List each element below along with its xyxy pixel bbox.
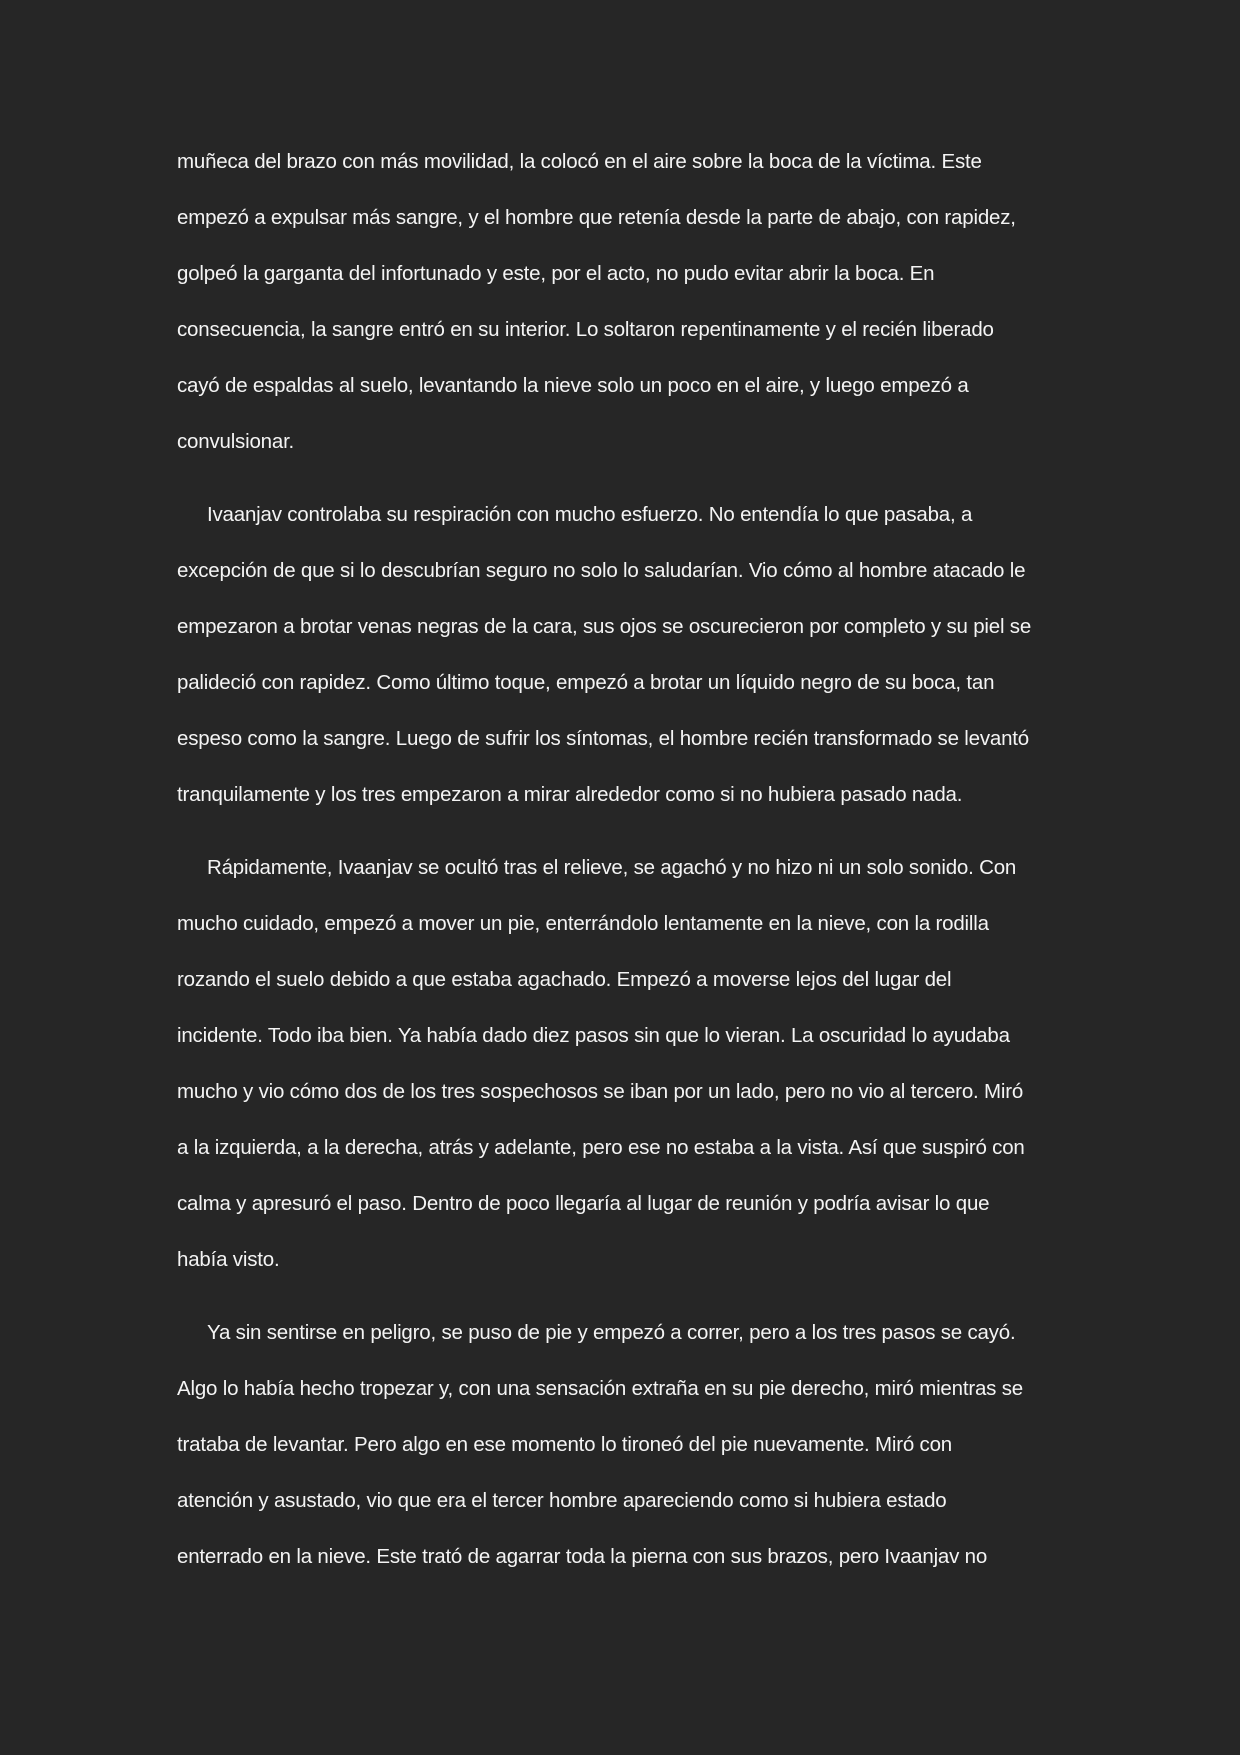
text-line: rozando el suelo debido a que estaba agachado. Empezó a moverse lejos del lugar del	[177, 968, 952, 991]
text-line: excepción de que si lo descubrían seguro no solo lo saludarían. Vio cómo al hombre atacado le	[177, 559, 1026, 582]
text-line: enterrado en la nieve. Este trató de agarrar toda la pierna con sus brazos, pero Ivaanjav no	[177, 1545, 988, 1568]
text-line: mucho y vio cómo dos de los tres sospechosos se iban por un lado, pero no vio al tercero. Miró	[177, 1080, 1024, 1103]
text-line: muñeca del brazo con más movilidad, la colocó en el aire sobre la boca de la víctima. Este	[177, 150, 982, 173]
text-line: Rápidamente, Ivaanjav se ocultó tras el relieve, se agachó y no hizo ni un solo sonido. Con	[207, 856, 1017, 879]
text-line: consecuencia, la sangre entró en su interior. Lo soltaron repentinamente y el recién liberado	[177, 318, 994, 341]
text-line: cayó de espaldas al suelo, levantando la nieve solo un poco en el aire, y luego empezó a	[177, 374, 969, 397]
text-line: empezaron a brotar venas negras de la cara, sus ojos se oscurecieron por completo y su piel se	[177, 615, 1032, 638]
text-line: había visto.	[177, 1248, 280, 1271]
text-line: golpeó la garganta del infortunado y este, por el acto, no pudo evitar abrir la boca. En	[177, 262, 935, 285]
text-line: Ya sin sentirse en peligro, se puso de pie y empezó a correr, pero a los tres pasos se cayó.	[207, 1321, 1016, 1344]
paragraph	[177, 497, 1077, 833]
text-line: tranquilamente y los tres empezaron a mirar alrededor como si no hubiera pasado nada.	[177, 783, 963, 806]
text-line: convulsionar.	[177, 430, 295, 453]
text-line: incidente. Todo iba bien. Ya había dado diez pasos sin que lo vieran. La oscuridad lo ayudaba	[177, 1024, 1010, 1047]
text-line: Algo lo había hecho tropezar y, con una sensación extraña en su pie derecho, miró mientras se	[177, 1377, 1023, 1400]
document-page	[177, 144, 1077, 1612]
paragraph	[177, 1315, 1077, 1595]
text-line: Ivaanjav controlaba su respiración con mucho esfuerzo. No entendía lo que pasaba, a	[207, 503, 973, 526]
text-line: atención y asustado, vio que era el tercer hombre apareciendo como si hubiera estado	[177, 1489, 947, 1512]
text-line: empezó a expulsar más sangre, y el hombre que retenía desde la parte de abajo, con rapidez,	[177, 206, 1016, 229]
text-line: palideció con rapidez. Como último toque, empezó a brotar un líquido negro de su boca, tan	[177, 671, 995, 694]
paragraph	[177, 850, 1077, 1298]
text-line: a la izquierda, a la derecha, atrás y adelante, pero ese no estaba a la vista. Así que suspiró con	[177, 1136, 1025, 1159]
text-line: espeso como la sangre. Luego de sufrir los síntomas, el hombre recién transformado se levantó	[177, 727, 1029, 750]
text-line: mucho cuidado, empezó a mover un pie, enterrándolo lentamente en la nieve, con la rodilla	[177, 912, 989, 935]
text-line: calma y apresuró el paso. Dentro de poco llegaría al lugar de reunión y podría avisar lo que	[177, 1192, 990, 1215]
paragraph	[177, 144, 1077, 480]
text-line: trataba de levantar. Pero algo en ese momento lo tironeó del pie nuevamente. Miró con	[177, 1433, 953, 1456]
